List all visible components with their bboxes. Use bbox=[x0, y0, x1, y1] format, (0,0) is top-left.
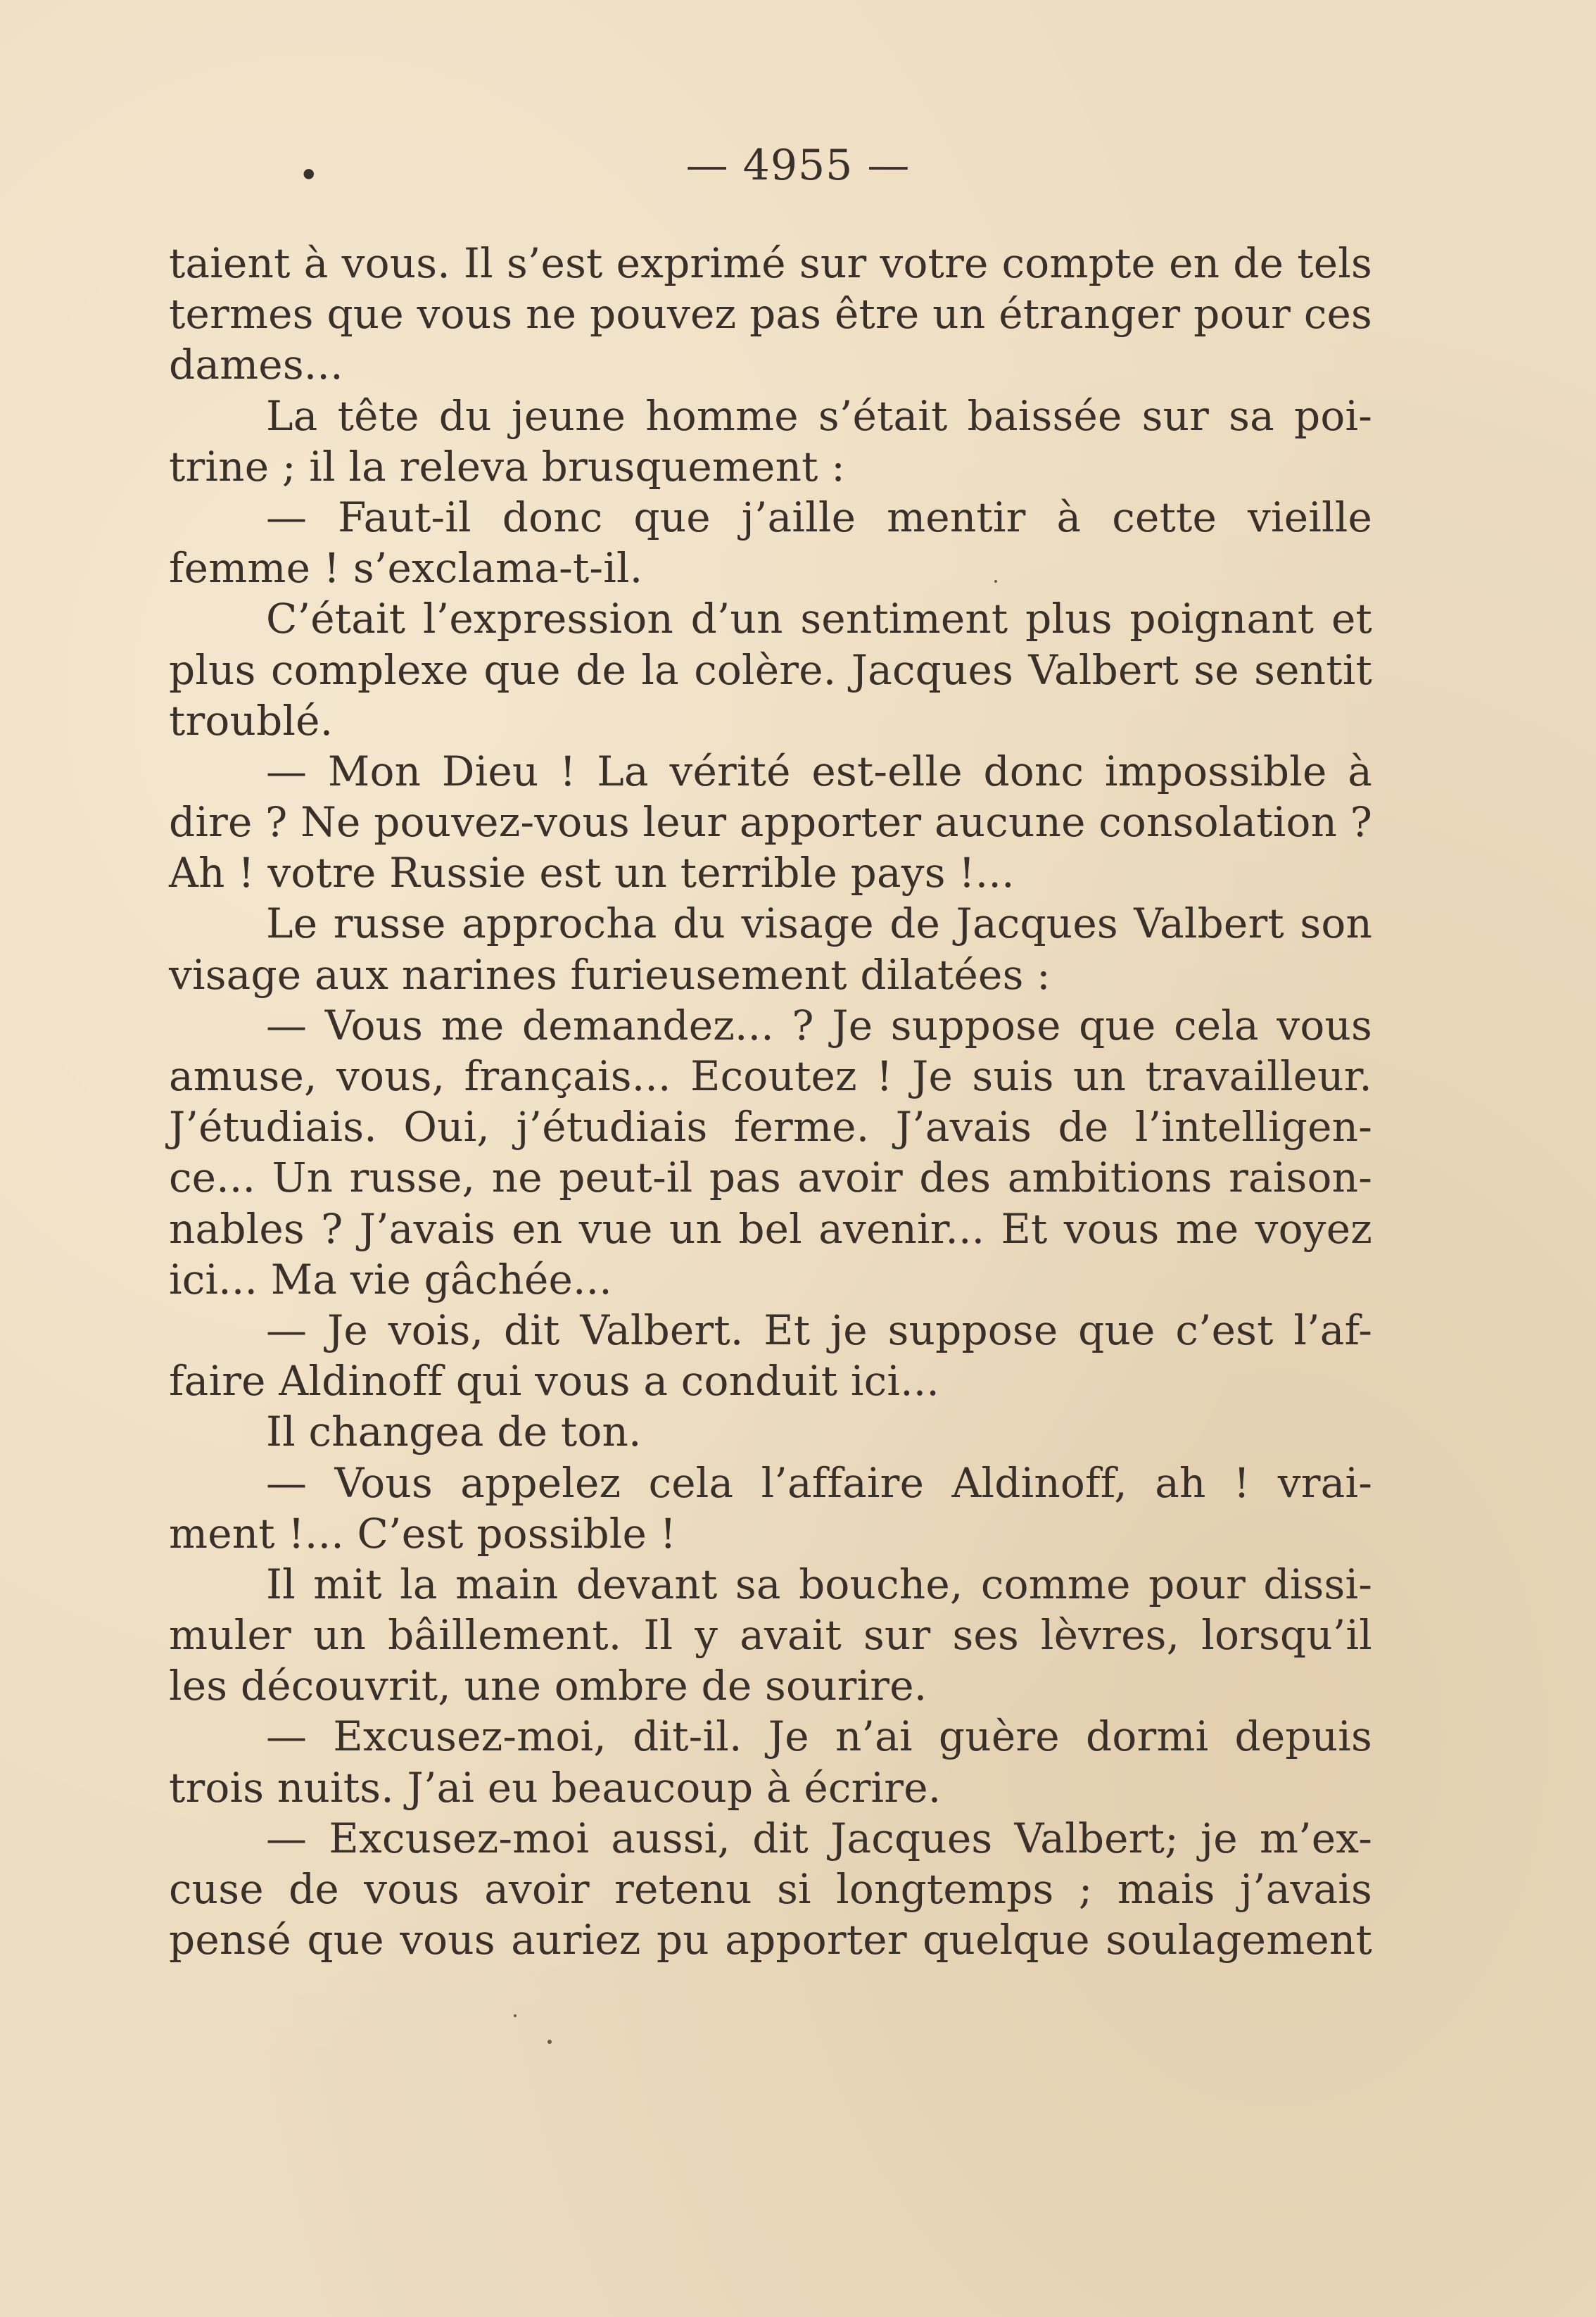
text-line: ici... Ma vie gâchée... bbox=[169, 1255, 612, 1303]
text-line: — Excusez-moi aussi, dit Jacques Valbert; je m’ex- bbox=[266, 1814, 1372, 1862]
text-line: — Vous me demandez... ? Je suppose que cela vous bbox=[266, 1001, 1372, 1049]
text-line: termes que vous ne pouvez pas être un étranger pour ces bbox=[169, 290, 1372, 339]
text-line: trois nuits. J’ai eu beaucoup à écrire. bbox=[169, 1763, 942, 1812]
page-header bbox=[0, 141, 1596, 196]
text-line: — Vous appelez cela l’affaire Aldinoff, ah ! vrai- bbox=[266, 1458, 1372, 1507]
text-line: Il mit la main devant sa bouche, comme pour dissi- bbox=[266, 1560, 1372, 1608]
paper-speck bbox=[514, 2014, 517, 2017]
text-line: faire Aldinoff qui vous a conduit ici... bbox=[169, 1357, 939, 1406]
text-line: amuse, vous, français... Ecoutez ! Je suis un travailleur. bbox=[169, 1052, 1372, 1100]
text-line: Il changea de ton. bbox=[266, 1408, 642, 1456]
text-line: dames... bbox=[169, 341, 343, 389]
text-line: les découvrit, une ombre de sourire. bbox=[169, 1662, 927, 1710]
text-line: pensé que vous auriez pu apporter quelque soulagement bbox=[169, 1916, 1372, 1964]
text-line: plus complexe que de la colère. Jacques Valbert se sentit bbox=[169, 645, 1372, 694]
text-line: femme ! s’exclama-t-il. bbox=[169, 544, 643, 593]
page-number: — 4955 — bbox=[685, 141, 911, 190]
text-line: J’étudiais. Oui, j’étudiais ferme. J’avais de l’intelligen- bbox=[169, 1103, 1372, 1151]
text-line: ce... Un russe, ne peut-il pas avoir des ambitions raison- bbox=[169, 1154, 1372, 1202]
text-line: dire ? Ne pouvez-vous leur apporter aucune consolation ? bbox=[169, 798, 1373, 847]
paper-speck bbox=[547, 2040, 552, 2044]
text-line: cuse de vous avoir retenu si longtemps ; mais j’avais bbox=[169, 1865, 1372, 1913]
text-line: — Excusez-moi, dit-il. Je n’ai guère dormi depuis bbox=[266, 1712, 1372, 1761]
text-line: visage aux narines furieusement dilatées : bbox=[169, 950, 1051, 999]
paper-speck bbox=[994, 580, 997, 583]
text-line: trine ; il la releva brusquement : bbox=[169, 442, 846, 491]
text-line: troublé. bbox=[169, 696, 334, 745]
text-line: taient à vous. Il s’est exprimé sur votre compte en de tels bbox=[169, 239, 1372, 287]
text-line: — Faut-il donc que j’aille mentir à cette vieille bbox=[266, 493, 1372, 541]
text-line: La tête du jeune homme s’était baissée sur sa poi- bbox=[266, 391, 1372, 440]
body-text bbox=[169, 238, 1372, 1965]
text-line: Ah ! votre Russie est un terrible pays !... bbox=[169, 849, 1015, 897]
text-line: — Je vois, dit Valbert. Et je suppose que c’est l’af- bbox=[266, 1306, 1372, 1354]
text-line: C’était l’expression d’un sentiment plus poignant et bbox=[266, 595, 1372, 643]
text-line: Le russe approcha du visage de Jacques Valbert son bbox=[266, 899, 1372, 948]
text-line: nables ? J’avais en vue un bel avenir... Et vous me voyez bbox=[169, 1204, 1372, 1253]
text-line: ment !... C’est possible ! bbox=[169, 1509, 677, 1558]
text-line: — Mon Dieu ! La vérité est-elle donc impossible à bbox=[266, 747, 1372, 795]
text-line: muler un bâillement. Il y avait sur ses lèvres, lorsqu’il bbox=[169, 1611, 1372, 1660]
bullet-mark: • bbox=[298, 155, 320, 196]
